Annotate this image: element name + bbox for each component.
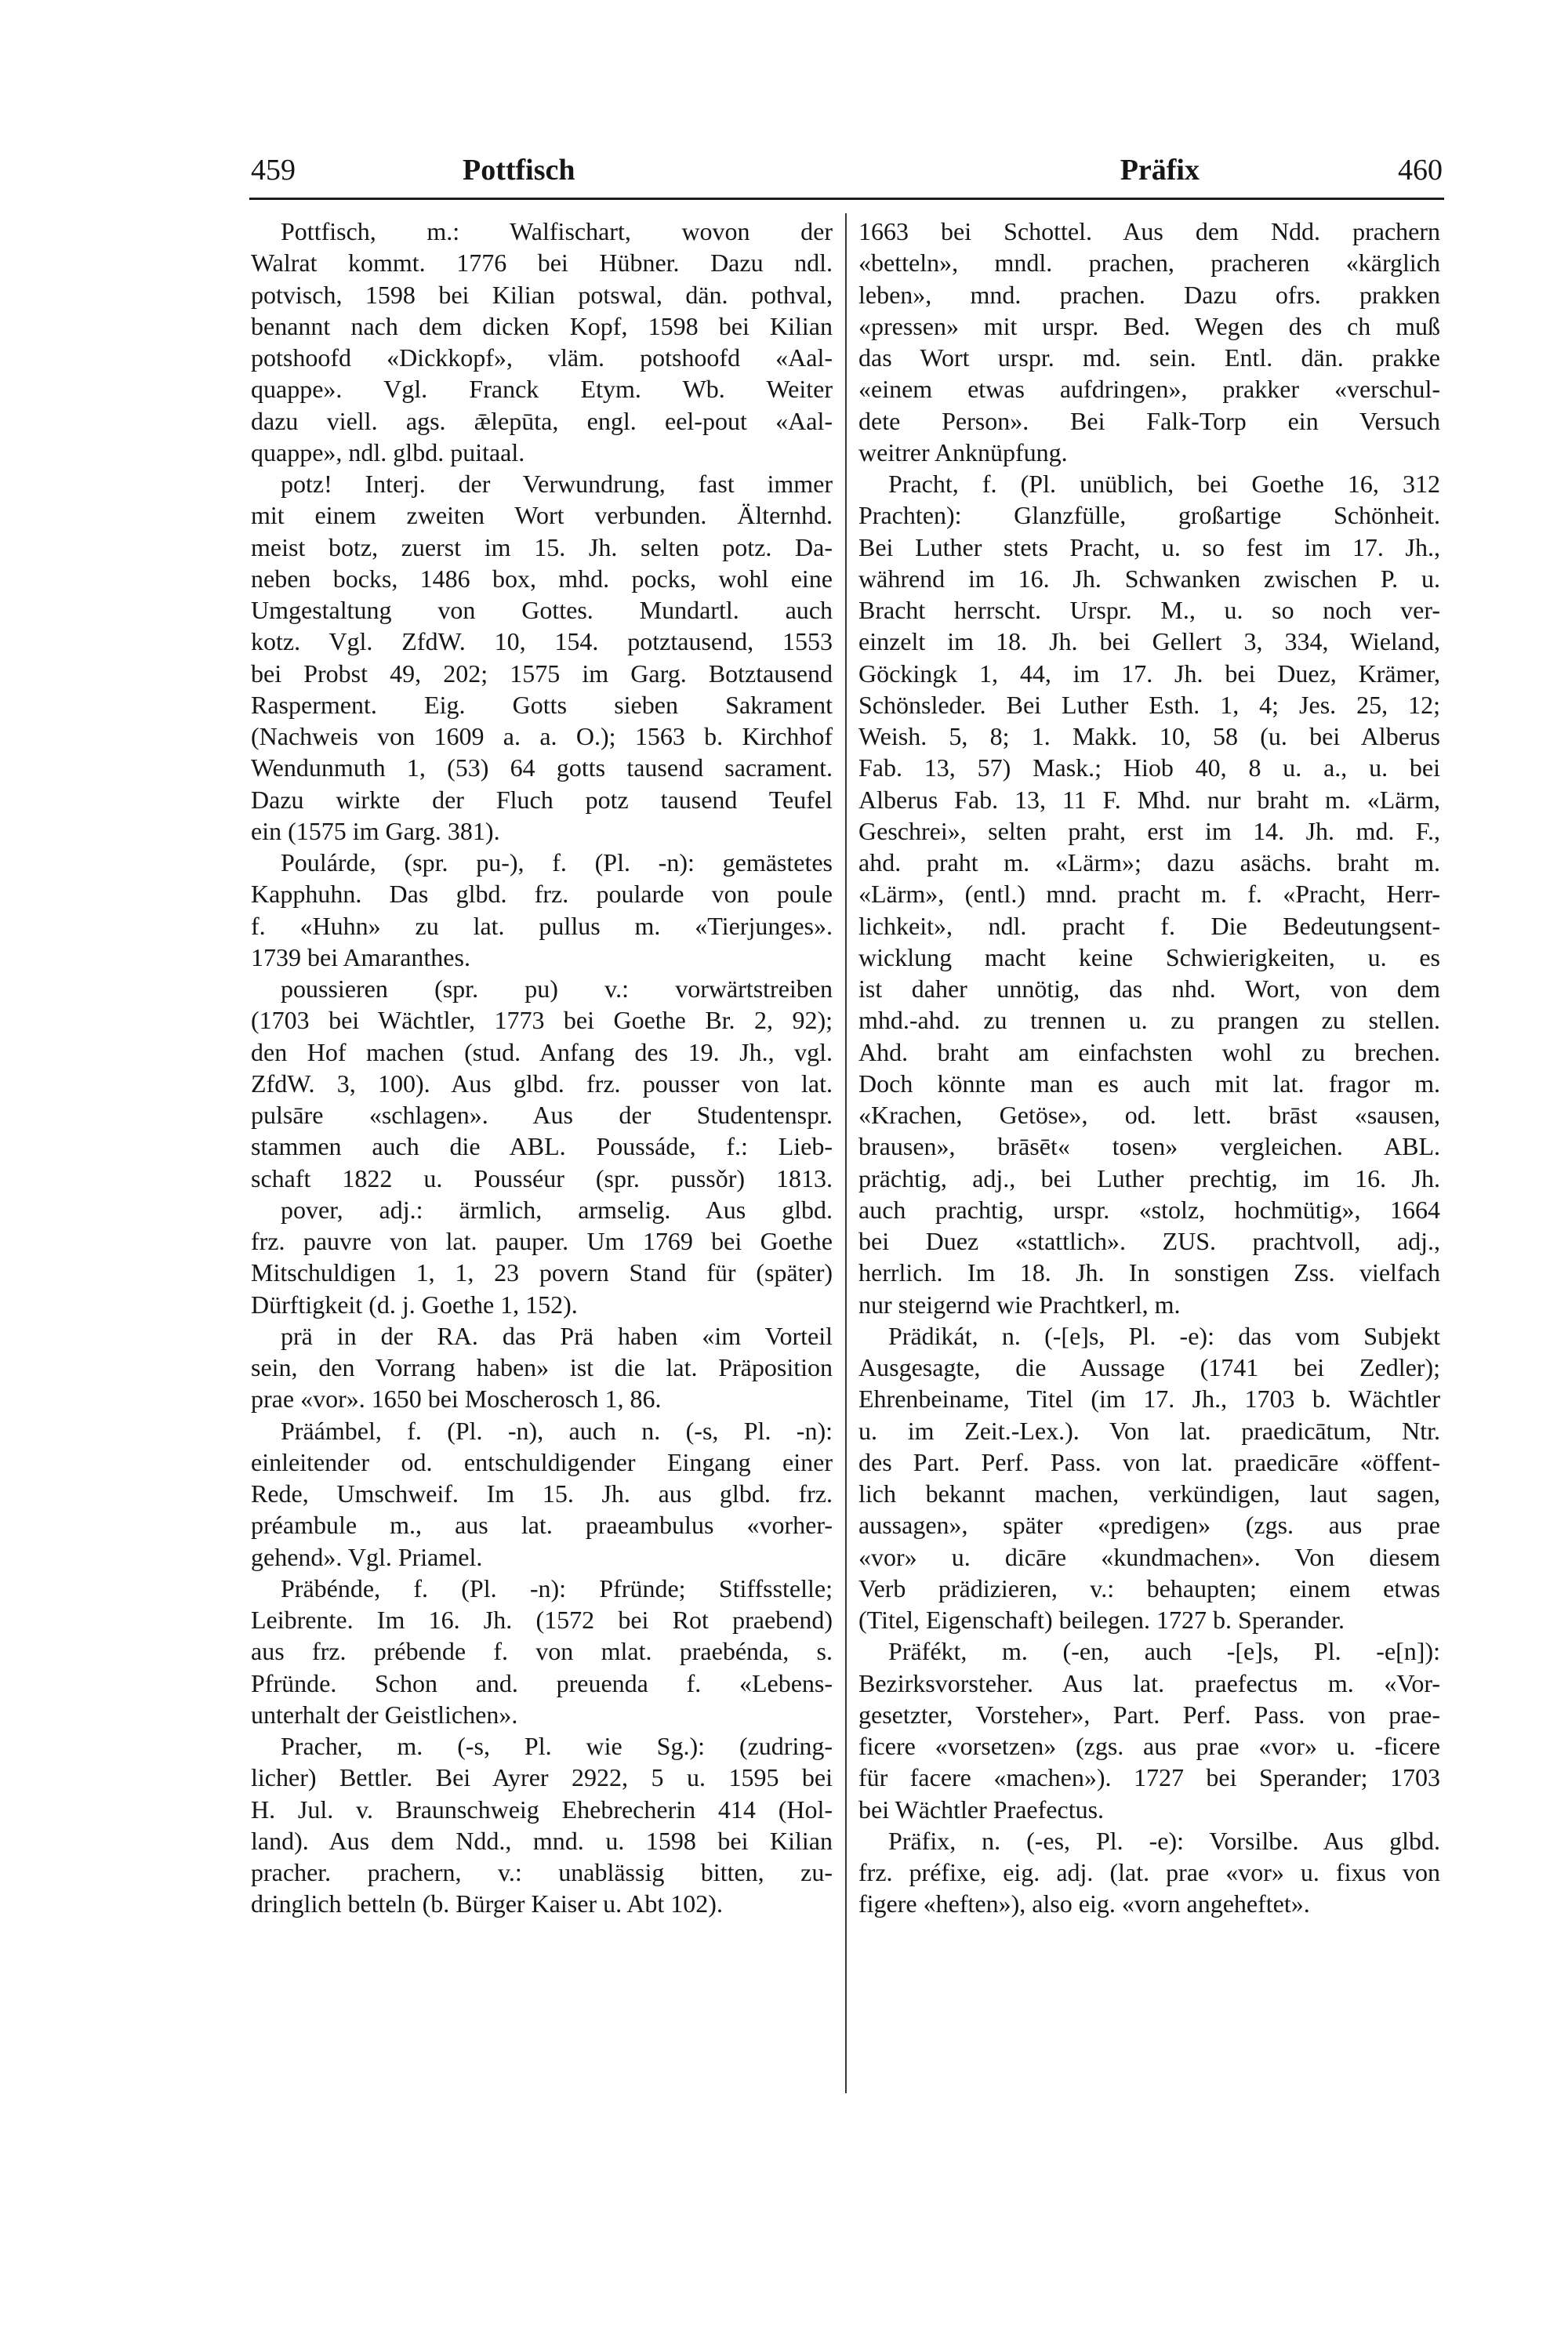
header-rule <box>249 198 1444 200</box>
text-line: pover, adj.: ärmlich, armselig. Aus glbd. <box>281 1195 833 1224</box>
text-line: poussieren (spr. pu) v.: vorwärtstreiben <box>281 975 833 1003</box>
text-line: ein (1575 im Garg. 381). <box>251 816 500 845</box>
text-line: ist daher unnötig, das nhd. Wort, von dem <box>858 975 1440 1003</box>
text-line: Geschrei», selten praht, erst im 14. Jh. md. F., <box>858 816 1440 845</box>
page-header <box>251 153 1443 197</box>
text-line: Präbénde, f. (Pl. -n): Pfründe; Stiffsstelle; <box>281 1573 833 1602</box>
text-line: gehend». Vgl. Priamel. <box>251 1542 483 1571</box>
text-line: frz. préfixe, eig. adj. (lat. prae «vor» u. fixus von <box>858 1858 1440 1886</box>
text-line: einleitender od. entschuldigender Eingang einer <box>251 1447 833 1476</box>
text-line: während im 16. Jh. Schwanken zwischen P. u. <box>858 564 1440 593</box>
text-line: pracher. prachern, v.: unablässig bitten, zu- <box>251 1858 833 1886</box>
text-line: aus frz. prébende f. von mlat. praebénda, s. <box>251 1637 833 1666</box>
text-line: Pottfisch, m.: Walfischart, wovon der <box>281 217 833 245</box>
text-line: H. Jul. v. Braunschweig Ehebrecherin 414 (Hol- <box>251 1795 833 1824</box>
text-line: bei Duez «stattlich». ZUS. prachtvoll, adj., <box>858 1227 1440 1255</box>
text-line: Göckingk 1, 44, im 17. Jh. bei Duez, Krämer, <box>858 659 1440 688</box>
text-line: aussagen», später «predigen» (zgs. aus prae <box>858 1511 1440 1540</box>
text-line: (Titel, Eigenschaft) beilegen. 1727 b. Sperander. <box>858 1606 1345 1634</box>
text-line: prächtig, adj., bei Luther prechtig, im 16. Jh. <box>858 1163 1440 1192</box>
text-line: dazu viell. ags. ǣlepūta, engl. eel-pout «Aal- <box>251 406 833 435</box>
text-line: potvisch, 1598 bei Kilian potswal, dän. pothval, <box>251 280 833 309</box>
page-number-left: 459 <box>251 154 296 187</box>
text-line: Prachten): Glanzfülle, großartige Schönheit. <box>858 501 1440 530</box>
text-line: u. im Zeit.-Lex.). Von lat. praedicātum, Ntr. <box>858 1416 1440 1445</box>
text-line: bei Wächtler Praefectus. <box>858 1795 1105 1824</box>
text-line: Präámbel, f. (Pl. -n), auch n. (-s, Pl. -n): <box>281 1416 833 1445</box>
text-line: mit einem zweiten Wort verbunden. Älternhd. <box>251 501 833 530</box>
text-line: prae «vor». 1650 bei Moscherosch 1, 86. <box>251 1385 662 1414</box>
text-line: potshoofd «Dickkopf», vläm. potshoofd «Aal- <box>251 343 833 372</box>
text-line: Rede, Umschweif. Im 15. Jh. aus glbd. frz. <box>251 1479 833 1508</box>
text-line: Umgestaltung von Gottes. Mundartl. auch <box>251 596 833 624</box>
text-line: stammen auch die ABL. Poussáde, f.: Lieb- <box>251 1132 833 1161</box>
text-line: Pracht, f. (Pl. unüblich, bei Goethe 16, 312 <box>888 470 1440 498</box>
text-line: préambule m., aus lat. praeambulus «vorher- <box>251 1511 833 1540</box>
text-line: «pressen» mit urspr. Bed. Wegen des ch muß <box>858 311 1440 340</box>
text-line: «betteln», mndl. prachen, pracheren «kärglich <box>858 249 1440 278</box>
text-line: den Hof machen (stud. Anfang des 19. Jh., vgl. <box>251 1037 833 1066</box>
text-line: Ehrenbeiname, Titel (im 17. Jh., 1703 b. Wächtler <box>858 1385 1440 1414</box>
text-line: brausen», brāsēt« tosen» vergleichen. ABL. <box>858 1132 1440 1161</box>
text-line: 1663 bei Schottel. Aus dem Ndd. prachern <box>858 217 1440 245</box>
text-line: Alberus Fab. 13, 11 F. Mhd. nur braht m. «Lärm, <box>858 785 1440 814</box>
text-line: Rasperment. Eig. Gotts sieben Sakrament <box>251 690 833 719</box>
text-line: Ausgesagte, die Aussage (1741 bei Zedler); <box>858 1353 1440 1381</box>
text-line: quappe», ndl. glbd. puitaal. <box>251 437 525 466</box>
text-line: dringlich betteln (b. Bürger Kaiser u. Abt 102). <box>251 1889 723 1918</box>
text-line: Poulárde, (spr. pu-), f. (Pl. -n): gemästetes <box>281 848 833 877</box>
text-line: «vor» u. dicāre «kundmachen». Von diesem <box>858 1542 1440 1571</box>
text-line: Kapphuhn. Das glbd. frz. poularde von poule <box>251 880 833 909</box>
text-line: Ahd. braht am einfachsten wohl zu brechen. <box>858 1037 1440 1066</box>
text-line: neben bocks, 1486 box, mhd. pocks, wohl eine <box>251 564 833 593</box>
text-line: licher) Bettler. Bei Ayrer 2922, 5 u. 1595 bei <box>251 1763 833 1792</box>
text-line: Weish. 5, 8; 1. Makk. 10, 58 (u. bei Alberus <box>858 722 1440 750</box>
text-line: «einem etwas aufdringen», prakker «verschul- <box>858 375 1440 404</box>
text-line: Schönsleder. Bei Luther Esth. 1, 4; Jes. 25, 12; <box>858 690 1440 719</box>
text-line: land). Aus dem Ndd., mnd. u. 1598 bei Kilian <box>251 1826 833 1855</box>
text-line: Verb prädizieren, v.: behaupten; einem etwas <box>858 1573 1440 1602</box>
text-line: leben», mnd. prachen. Dazu ofrs. prakken <box>858 280 1440 309</box>
text-line: lichkeit», ndl. pracht f. Die Bedeutungsent- <box>858 911 1440 940</box>
text-line: schaft 1822 u. Pousséur (spr. pussǒr) 1813. <box>251 1163 833 1192</box>
text-line: ficere «vorsetzen» (zgs. aus prae «vor» u. -ficere <box>858 1732 1440 1760</box>
text-line: kotz. Vgl. ZfdW. 10, 154. potztausend, 1553 <box>251 627 833 656</box>
text-line: Bei Luther stets Pracht, u. so fest im 17. Jh., <box>858 532 1440 561</box>
text-line: «Lärm», (entl.) mnd. pracht m. f. «Pracht, Herr- <box>858 880 1440 909</box>
text-line: Bezirksvorsteher. Aus lat. praefectus m. «Vor- <box>858 1668 1440 1697</box>
text-line: wicklung macht keine Schwierigkeiten, u. es <box>858 942 1440 971</box>
text-line: mhd.-ahd. zu trennen u. zu prangen zu stellen. <box>858 1006 1440 1035</box>
text-line: ahd. praht m. «Lärm»; dazu asächs. braht m. <box>858 848 1440 877</box>
column-divider <box>845 213 847 2093</box>
text-line: herrlich. Im 18. Jh. In sonstigen Zss. vielfach <box>858 1258 1440 1287</box>
text-line: figere «heften»), also eig. «vorn angeheftet». <box>858 1889 1310 1918</box>
text-line: Bracht herrscht. Urspr. M., u. so noch ver- <box>858 596 1440 624</box>
text-line: dete Person». Bei Falk-Torp ein Versuch <box>858 406 1440 435</box>
text-line: prä in der RA. das Prä haben «im Vorteil <box>281 1321 833 1350</box>
text-line: weitrer Anknüpfung. <box>858 437 1068 466</box>
text-line: Prädikát, n. (-[e]s, Pl. -e): das vom Subjekt <box>888 1321 1440 1350</box>
text-line: nur steigernd wie Prachtkerl, m. <box>858 1290 1181 1319</box>
text-line: des Part. Perf. Pass. von lat. praedicāre «öffent- <box>858 1447 1440 1476</box>
text-line: Leibrente. Im 16. Jh. (1572 bei Rot praebend) <box>251 1606 833 1634</box>
text-line: benannt nach dem dicken Kopf, 1598 bei Kilian <box>251 311 833 340</box>
text-line: f. «Huhn» zu lat. pullus m. «Tierjunges». <box>251 911 833 940</box>
text-line: unterhalt der Geistlichen». <box>251 1700 518 1729</box>
text-line: «Krachen, Getöse», od. lett. brāst «sausen, <box>858 1101 1440 1129</box>
text-line: Dürftigkeit (d. j. Goethe 1, 152). <box>251 1290 578 1319</box>
left-column <box>251 216 833 1920</box>
text-line: Doch könnte man es auch mit lat. fragor m. <box>858 1069 1440 1098</box>
text-line: das Wort urspr. md. sein. Entl. dän. prakke <box>858 343 1440 372</box>
text-line: Mitschuldigen 1, 1, 23 povern Stand für (später) <box>251 1258 833 1287</box>
text-line: (Nachweis von 1609 a. a. O.); 1563 b. Kirchhof <box>251 722 833 750</box>
text-line: einzelt im 18. Jh. bei Gellert 3, 334, Wieland, <box>858 627 1440 656</box>
text-line: sein, den Vorrang haben» ist die lat. Präposition <box>251 1353 833 1381</box>
text-line: 1739 bei Amaranthes. <box>251 942 470 971</box>
text-line: (1703 bei Wächtler, 1773 bei Goethe Br. 2, 92); <box>251 1006 833 1035</box>
text-line: lich bekannt machen, verkündigen, laut sagen, <box>858 1479 1440 1508</box>
text-line: für facere «machen»). 1727 bei Sperander; 1703 <box>858 1763 1440 1792</box>
text-line: Pracher, m. (-s, Pl. wie Sg.): (zudring- <box>281 1732 833 1760</box>
text-line: frz. pauvre von lat. pauper. Um 1769 bei Goethe <box>251 1227 833 1255</box>
text-line: Walrat kommt. 1776 bei Hübner. Dazu ndl. <box>251 249 833 278</box>
right-column <box>858 216 1440 1920</box>
text-line: potz! Interj. der Verwundrung, fast immer <box>281 470 833 498</box>
running-head-left: Pottfisch <box>463 154 575 187</box>
text-line: Fab. 13, 57) Mask.; Hiob 40, 8 u. a., u. bei <box>858 753 1440 782</box>
text-line: Präfix, n. (-es, Pl. -e): Vorsilbe. Aus glbd. <box>888 1826 1440 1855</box>
text-line: Wendunmuth 1, (53) 64 gotts tausend sacrament. <box>251 753 833 782</box>
text-line: quappe». Vgl. Franck Etym. Wb. Weiter <box>251 375 833 404</box>
text-line: gesetzter, Vorsteher», Part. Perf. Pass. von prae- <box>858 1700 1440 1729</box>
page-number-right: 460 <box>1398 154 1443 187</box>
text-line: Dazu wirkte der Fluch potz tausend Teufel <box>251 785 833 814</box>
text-line: ZfdW. 3, 100). Aus glbd. frz. pousser von lat. <box>251 1069 833 1098</box>
text-line: Präfékt, m. (-en, auch -[e]s, Pl. -e[n]): <box>888 1637 1440 1666</box>
text-line: bei Probst 49, 202; 1575 im Garg. Botztausend <box>251 659 833 688</box>
running-head-right: Präfix <box>1120 154 1200 187</box>
text-line: Pfründe. Schon and. preuenda f. «Lebens- <box>251 1668 833 1697</box>
text-line: auch prachtig, urspr. «stolz, hochmütig», 1664 <box>858 1195 1440 1224</box>
text-line: meist botz, zuerst im 15. Jh. selten potz. Da- <box>251 532 833 561</box>
text-line: pulsāre «schlagen». Aus der Studentenspr. <box>251 1101 833 1129</box>
